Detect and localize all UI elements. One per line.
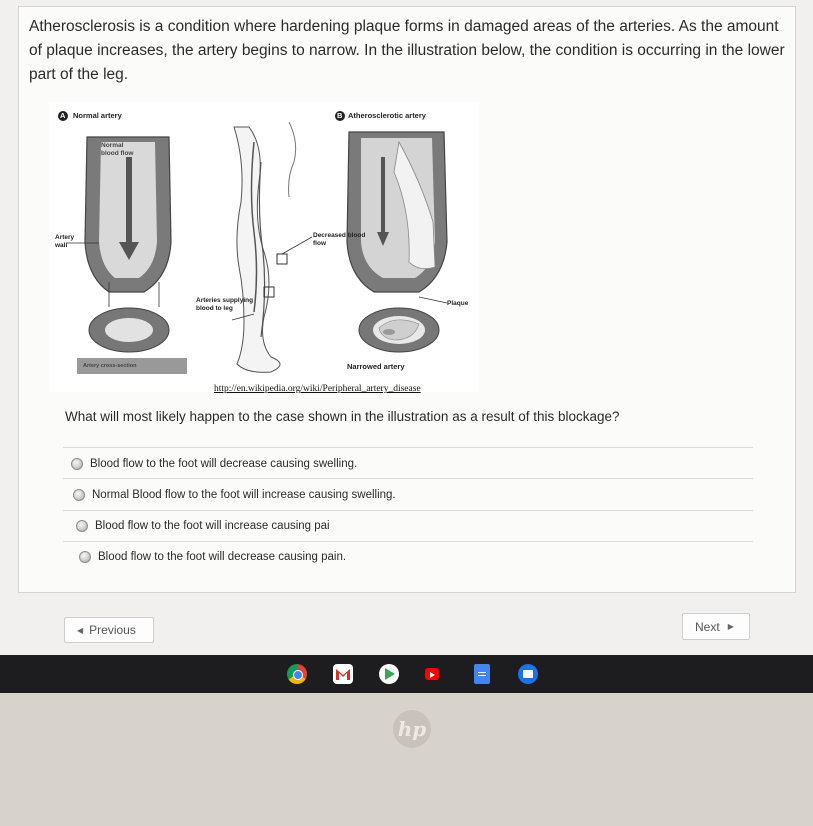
- previous-button[interactable]: [64, 617, 154, 643]
- answer-option-4[interactable]: [79, 551, 346, 563]
- radio-button-icon[interactable]: [71, 458, 83, 470]
- option-label: Blood flow to the foot will decrease causing pain.: [98, 551, 347, 563]
- next-button-label: Next: [695, 619, 720, 634]
- docs-icon[interactable]: [474, 664, 490, 684]
- label-plaque: Plaque: [447, 300, 469, 307]
- option-label: Blood flow to the foot will increase causing pai: [95, 520, 330, 532]
- divider: [63, 478, 753, 479]
- chrome-icon[interactable]: [287, 664, 307, 684]
- label-arteries-supplying: Arteries supplying blood to leg: [196, 297, 254, 312]
- play-store-icon[interactable]: [379, 664, 399, 684]
- panel-b-marker: B: [337, 111, 343, 120]
- label-decreased-blood-flow: Decreased blood flow: [313, 232, 366, 247]
- atherosclerosis-illustration: [49, 102, 479, 392]
- option-label: Normal Blood flow to the foot will increase causing swelling.: [92, 489, 396, 501]
- source-link[interactable]: http://en.wikipedia.org/wiki/Peripheral_artery_disease: [214, 384, 421, 394]
- intro-text: Atherosclerosis is a condition where hardening plaque forms in damaged areas of the arteries. As the amount of plaque increases, the artery begins to narrow. In the illustration below, the condition is occurring in the lower part of the leg.: [29, 18, 785, 83]
- radio-button-icon[interactable]: [79, 551, 91, 563]
- files-icon[interactable]: [518, 664, 538, 684]
- label-artery-wall: Artery wall: [55, 234, 75, 249]
- divider: [63, 447, 753, 448]
- divider: [63, 541, 753, 542]
- chevron-left-icon: ◀: [77, 625, 84, 635]
- answer-option-3[interactable]: [76, 520, 330, 532]
- taskbar-shelf: [0, 655, 813, 693]
- next-button[interactable]: [682, 613, 750, 640]
- previous-button-label: Previous: [89, 623, 136, 637]
- panel-a-marker: A: [60, 111, 66, 120]
- answer-option-1[interactable]: [71, 458, 357, 470]
- youtube-icon[interactable]: [425, 668, 439, 680]
- gmail-icon[interactable]: [333, 664, 353, 684]
- option-label: Blood flow to the foot will decrease causing swelling.: [90, 458, 358, 470]
- label-normal-blood-flow: Normal blood flow: [101, 142, 134, 157]
- label-narrowed-artery: Narrowed artery: [347, 362, 405, 371]
- panel-b-title: Atherosclerotic artery: [348, 111, 426, 120]
- answer-option-2[interactable]: [73, 489, 396, 501]
- panel-a-title: Normal artery: [73, 111, 122, 120]
- question-text: What will most likely happen to the case shown in the illustration as a result of this blockage?: [65, 409, 620, 424]
- radio-button-icon[interactable]: [76, 520, 88, 532]
- radio-button-icon[interactable]: [73, 489, 85, 501]
- label-artery-cross-section: Artery cross-section: [83, 363, 137, 369]
- chevron-right-icon: ▶: [727, 622, 734, 631]
- hp-logo: hp: [393, 710, 431, 748]
- divider: [63, 510, 753, 511]
- question-card: [18, 6, 796, 593]
